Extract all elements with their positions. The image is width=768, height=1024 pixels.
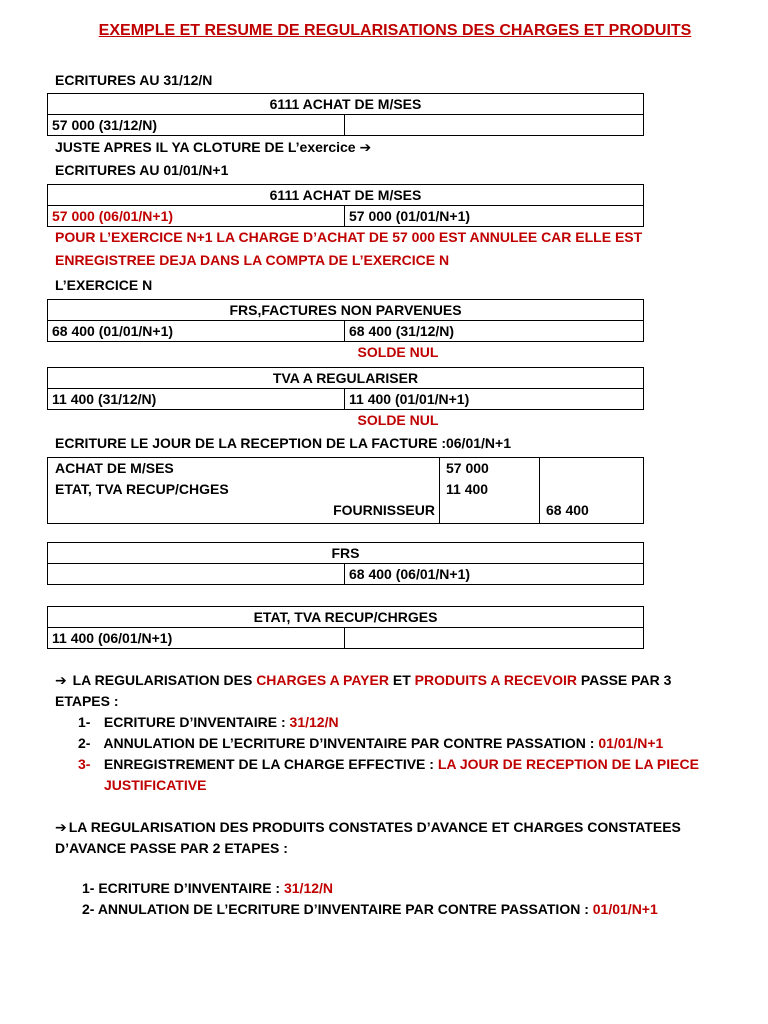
summary1-step-3 <box>78 756 699 773</box>
account-title: TVA A REGULARISER <box>48 368 644 389</box>
journal-credits <box>540 458 644 524</box>
debit-cell: 11 400 (31/12/N) <box>48 389 345 410</box>
account-title: FRS,FACTURES NON PARVENUES <box>48 300 644 321</box>
closure-note-text: JUSTE APRES IL YA CLOTURE DE L’exercice <box>55 139 356 155</box>
reception-heading: ECRITURE LE JOUR DE LA RECEPTION DE LA FACTURE :06/01/N+1 <box>55 435 511 451</box>
step-highlight: 01/01/N+1 <box>598 735 664 751</box>
debit-cell: 57 000 (31/12/N) <box>48 115 345 136</box>
step-highlight: 31/12/N <box>283 880 334 896</box>
journal-label: ACHAT DE M/SES <box>55 460 174 476</box>
step-text: ENREGISTREMENT DE LA CHARGE EFFECTIVE : <box>103 756 434 772</box>
credit-cell: 68 400 (31/12/N) <box>345 321 644 342</box>
summary1-intro-line2: ETAPES : <box>55 693 119 709</box>
journal-debit: 11 400 <box>446 481 489 497</box>
right-arrow-icon: ➔ <box>55 819 67 835</box>
credit-cell: 68 400 (06/01/N+1) <box>345 564 644 585</box>
account-table-etat-tva <box>47 606 644 649</box>
summary2-step-2 <box>82 901 658 918</box>
account-table-tva-reg <box>47 367 644 410</box>
account-table-frs <box>47 542 644 585</box>
step-text: 2- ANNULATION DE L’ECRITURE D’INVENTAIRE PAR CONTRE PASSATION : <box>82 901 589 917</box>
closure-note <box>55 139 373 156</box>
account-title: 6111 ACHAT DE M/SES <box>48 185 644 206</box>
journal-label: FOURNISSEUR <box>333 502 435 518</box>
step-highlight: 01/01/N+1 <box>592 901 658 917</box>
account-title: ETAT, TVA RECUP/CHRGES <box>48 607 644 628</box>
balance-label: SOLDE NUL <box>357 344 439 360</box>
step-number: 2- <box>78 735 91 751</box>
note-line-2: ENREGISTREE DEJA DANS LA COMPTA DE L’EXERCICE N <box>55 252 450 268</box>
section-heading-31-12: ECRITURES AU 31/12/N <box>55 72 213 88</box>
summary2-step-1 <box>82 880 333 897</box>
credit-cell <box>345 115 644 136</box>
step-text: 1- ECRITURE D’INVENTAIRE : <box>82 880 281 896</box>
step-number: 1- <box>78 714 91 730</box>
account-table-6111-n1 <box>47 184 644 227</box>
account-title: 6111 ACHAT DE M/SES <box>48 94 644 115</box>
journal-entry-table <box>47 457 644 524</box>
credit-cell: 11 400 (01/01/N+1) <box>345 389 644 410</box>
balance-label: SOLDE NUL <box>357 412 439 428</box>
right-arrow-icon: ➔ <box>55 672 67 688</box>
journal-labels <box>48 458 440 524</box>
account-table-6111-n <box>47 93 644 136</box>
section-heading-01-01: ECRITURES AU 01/01/N+1 <box>55 162 229 178</box>
summary1-text: LA REGULARISATION DES <box>72 672 253 688</box>
journal-debits <box>440 458 540 524</box>
summary1-step-2 <box>78 735 663 752</box>
account-title: FRS <box>48 543 644 564</box>
step-highlight: LA JOUR DE RECEPTION DE LA PIECE <box>437 756 699 772</box>
step-text: ECRITURE D’INVENTAIRE : <box>103 714 286 730</box>
exercise-heading: L’EXERCICE N <box>55 277 153 293</box>
summary2-intro <box>55 819 681 836</box>
credit-cell <box>345 628 644 649</box>
summary1-text: ET <box>392 672 411 688</box>
summary2-text: LA REGULARISATION DES PRODUITS CONSTATES D’AVANCE ET CHARGES CONSTATEES <box>68 819 681 835</box>
journal-debit: 57 000 <box>446 460 489 476</box>
debit-cell: 11 400 (06/01/N+1) <box>48 628 345 649</box>
debit-cell: 68 400 (01/01/N+1) <box>48 321 345 342</box>
debit-cell <box>48 564 345 585</box>
summary1-highlight: PRODUITS A RECEVOIR <box>414 672 577 688</box>
debit-cell: 57 000 (06/01/N+1) <box>48 206 345 227</box>
summary1-highlight: CHARGES A PAYER <box>256 672 389 688</box>
account-table-frs-fnp <box>47 299 644 342</box>
right-arrow-icon: ➔ <box>359 139 372 155</box>
journal-credit: 68 400 <box>546 502 589 518</box>
summary1-step-3-cont: JUSTIFICATIVE <box>104 777 207 793</box>
step-number: 3- <box>78 756 91 772</box>
summary2-intro-line2: D’AVANCE PASSE PAR 2 ETAPES : <box>55 840 288 856</box>
note-line-1: POUR L’EXERCICE N+1 LA CHARGE D’ACHAT DE 57 000 EST ANNULEE CAR ELLE EST <box>55 229 643 245</box>
summary1-intro <box>55 672 671 689</box>
summary1-text: PASSE PAR 3 <box>580 672 672 688</box>
summary1-step-1 <box>78 714 339 731</box>
journal-label: ETAT, TVA RECUP/CHGES <box>55 481 229 497</box>
step-text: ANNULATION DE L’ECRITURE D’INVENTAIRE PAR CONTRE PASSATION : <box>103 735 595 751</box>
credit-cell: 57 000 (01/01/N+1) <box>345 206 644 227</box>
page-title: EXEMPLE ET RESUME DE REGULARISATIONS DES CHARGES ET PRODUITS <box>98 22 692 39</box>
step-highlight: 31/12/N <box>289 714 339 730</box>
